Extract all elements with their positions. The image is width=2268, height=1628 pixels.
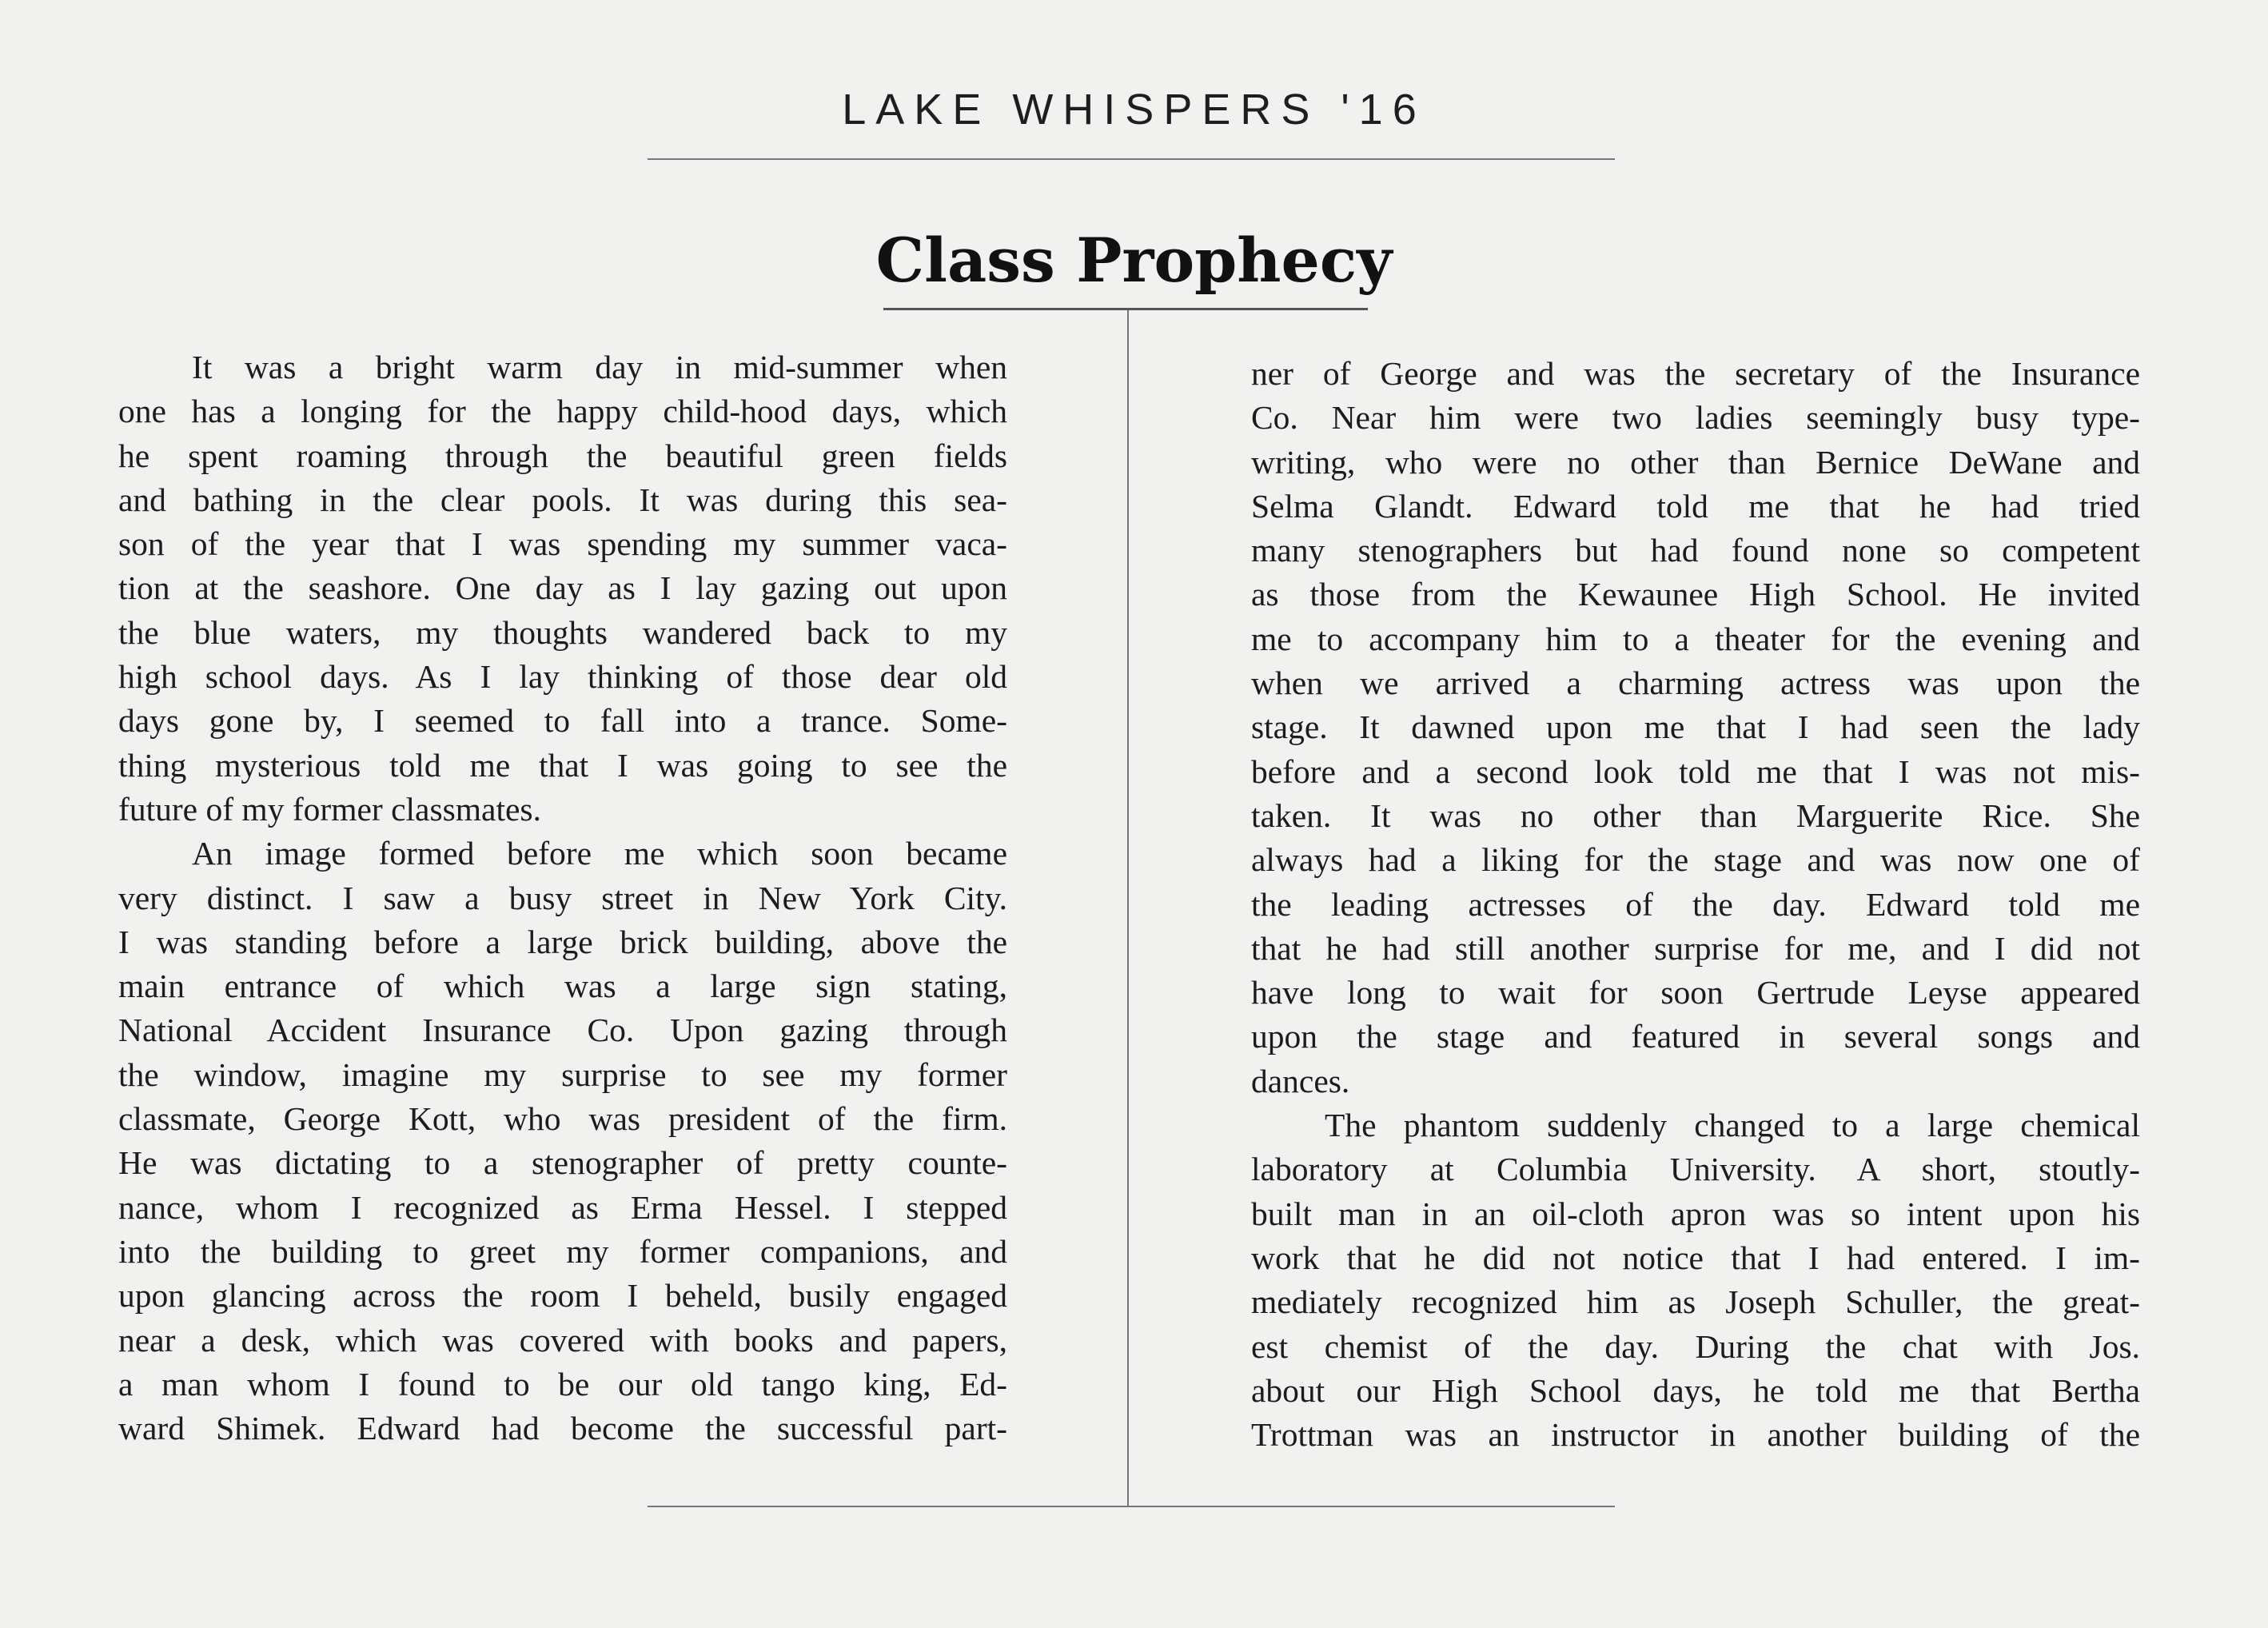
text-line: me to accompany him to a theater for the evening and [1251,620,2140,657]
text-line: son of the year that I was spending my summer vaca- [118,525,1007,563]
text-line: tion at the seashore. One day as I lay gazing out upon [118,569,1007,607]
text-line: that he had still another surprise for me, and I did not [1251,929,2140,967]
text-line: nance, whom I recognized as Erma Hessel. I stepped [118,1188,1007,1226]
text-line: the window, imagine my surprise to see my former [118,1055,1007,1093]
text-line: Trottman was an instructor in another building of the [1251,1416,2140,1454]
text-line: future of my former classmates. [118,790,541,828]
text-line: I was standing before a large brick building, above the [118,923,1007,960]
text-line: stage. It dawned upon me that I had seen the lady [1251,708,2140,746]
text-line: thing mysterious told me that I was going to see the [118,746,1007,784]
text-line: high school days. As I lay thinking of those dear old [118,658,1007,696]
text-line: the blue waters, my thoughts wandered back to my [118,613,1007,651]
text-line: always had a liking for the stage and was now one of [1251,841,2140,879]
text-line: into the building to greet my former companions, and [118,1232,1007,1270]
text-line: The phantom suddenly changed to a large chemical [1325,1107,2140,1144]
text-line: He was dictating to a stenographer of pretty counte- [118,1144,1007,1182]
text-line: An image formed before me which soon became [192,835,1007,872]
text-line: very distinct. I saw a busy street in New York City. [118,879,1007,916]
text-line: main entrance of which was a large sign stating, [118,968,1007,1005]
text-line: Selma Glandt. Edward told me that he had tried [1251,487,2140,525]
text-line: have long to wait for soon Gertrude Leyse appeared [1251,974,2140,1012]
text-line: built man in an oil-cloth apron was so intent upon his [1251,1195,2140,1232]
header-rule [648,158,1615,160]
text-line: ner of George and was the secretary of the Insurance [1251,355,2140,392]
text-line: laboratory at Columbia University. A short, stoutly- [1251,1151,2140,1188]
text-line: taken. It was no other than Marguerite Rice. She [1251,796,2140,834]
text-line: days gone by, I seemed to fall into a trance. Some- [118,702,1007,740]
text-line: many stenographers but had found none so competent [1251,532,2140,569]
text-line: ward Shimek. Edward had become the successful part- [118,1410,1007,1447]
text-line: before and a second look told me that I was not mis- [1251,752,2140,790]
text-line: the leading actresses of the day. Edward told me [1251,885,2140,923]
text-line: one has a longing for the happy child-hood days, which [118,393,1007,430]
text-line: dances. [1251,1062,1350,1099]
article-title: Class Prophecy [875,225,1393,296]
text-line: Co. Near him were two ladies seemingly busy type- [1251,399,2140,437]
text-line: writing, who were no other than Bernice DeWane and [1251,443,2140,481]
running-header: LAKE WHISPERS '16 [842,86,1426,134]
text-line: It was a bright warm day in mid-summer when [192,349,1007,385]
text-line: he spent roaming through the beautiful green fields [118,437,1007,474]
text-line: and bathing in the clear pools. It was during this sea- [118,481,1007,518]
column-divider [1127,310,1129,1507]
text-line: when we arrived a charming actress was upon the [1251,664,2140,702]
text-line: classmate, George Kott, who was president of the firm. [118,1100,1007,1138]
text-line: work that he did not notice that I had entered. I im- [1251,1239,2140,1276]
text-line: mediately recognized him as Joseph Schuller, the great- [1251,1283,2140,1321]
footer-rule [648,1506,1615,1507]
text-line: near a desk, which was covered with books and papers, [118,1321,1007,1359]
text-line: est chemist of the day. During the chat with Jos. [1251,1327,2140,1365]
text-line: a man whom I found to be our old tango king, Ed- [118,1365,1007,1403]
text-line: upon the stage and featured in several songs and [1251,1018,2140,1055]
text-line: upon glancing across the room I beheld, busily engaged [118,1277,1007,1315]
right-column [1251,352,2140,1457]
title-underline [883,308,1368,310]
left-column [118,345,1007,1450]
text-line: as those from the Kewaunee High School. He invited [1251,576,2140,613]
text-line: about our High School days, he told me that Bertha [1251,1371,2140,1409]
text-line: National Accident Insurance Co. Upon gazing through [118,1012,1007,1049]
